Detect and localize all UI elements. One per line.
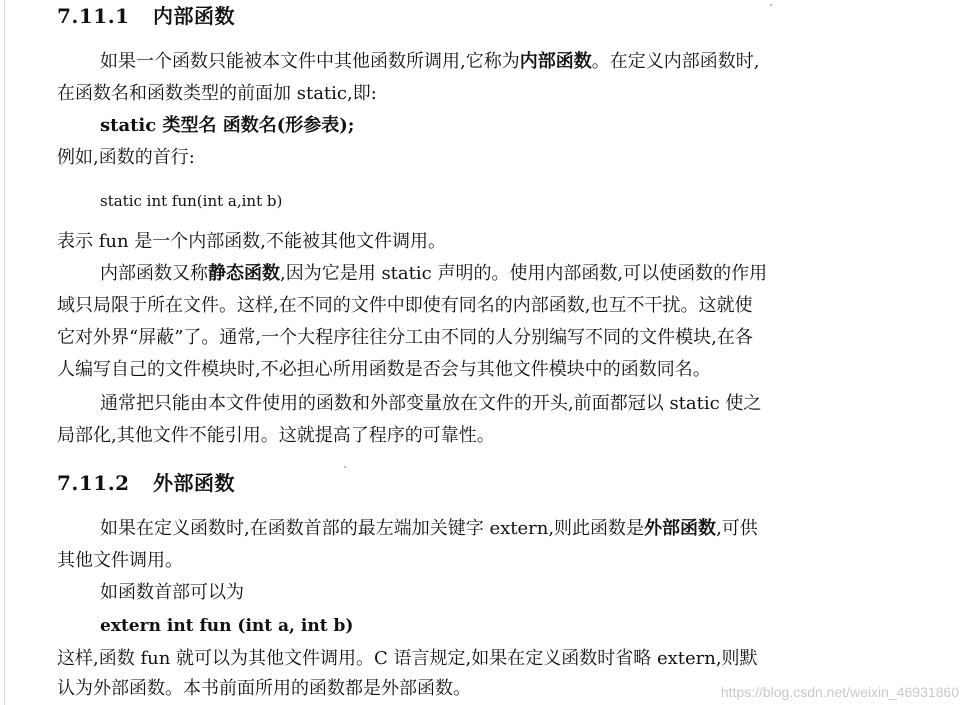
syntax-line: static 类型名 函数名(形参表); <box>100 115 355 136</box>
section-number: 7.11.1 <box>57 4 130 28</box>
paragraph-line: 这样,函数 fun 就可以为其他文件调用。C 语言规定,如果在定义函数时省略 extern,则默 <box>57 648 758 669</box>
paragraph-line: 在函数名和函数类型的前面加 static,即: <box>57 83 377 104</box>
paragraph-line: 它对外界“屏蔽”了。通常,一个大程序往往分工由不同的人分别编写不同的文件模块,在各 <box>57 327 753 348</box>
text-run: 。在定义内部函数时, <box>591 51 760 72</box>
bold-term: 静态函数 <box>208 263 280 284</box>
section-heading-7-11-1 <box>57 4 235 28</box>
text-run: ,因为它是用 static 声明的。使用内部函数,可以使函数的作用 <box>280 263 768 284</box>
bold-term: 外部函数 <box>644 518 717 539</box>
section-title: 外部函数 <box>153 471 235 495</box>
text-run: ,可供 <box>716 518 758 539</box>
paragraph-line: 其他文件调用。 <box>57 550 183 571</box>
text-run: 内部函数又称 <box>100 263 208 284</box>
paragraph-line <box>100 50 759 74</box>
paragraph-line: 例如,函数的首行: <box>57 147 195 168</box>
watermark-url: https://blog.csdn.net/weixin_46931860 <box>720 684 959 700</box>
scan-speck <box>344 466 346 468</box>
paragraph-line: 人编写自己的文件模块时,不必担心所用函数是否会与其他文件模块中的函数同名。 <box>57 359 711 380</box>
section-number: 7.11.2 <box>57 471 130 495</box>
bold-term: 内部函数 <box>519 51 592 72</box>
text-run: 如果一个函数只能被本文件中其他函数所调用,它称为 <box>100 51 520 72</box>
paragraph-line: 认为外部函数。本书前面所用的函数都是外部函数。 <box>57 678 471 699</box>
paragraph-line: 局部化,其他文件不能引用。这就提高了程序的可靠性。 <box>57 425 495 446</box>
paragraph-line: 域只局限于所在文件。这样,在不同的文件中即使有同名的内部函数,也互不干扰。这就使 <box>57 295 753 316</box>
paragraph-line <box>100 517 758 541</box>
paragraph-line: 表示 fun 是一个内部函数,不能被其他文件调用。 <box>57 231 447 252</box>
scan-speck <box>770 4 772 6</box>
code-example: static int fun(int a,int b) <box>100 192 283 210</box>
paragraph-line <box>100 262 767 286</box>
page-edge-rule <box>4 0 5 705</box>
paragraph-line: 如函数首部可以为 <box>100 582 244 603</box>
code-example: extern int fun (int a, int b) <box>100 616 354 636</box>
text-run: 如果在定义函数时,在函数首部的最左端加关键字 extern,则此函数是 <box>100 518 645 539</box>
paragraph-line: 通常把只能由本文件使用的函数和外部变量放在文件的开头,前面都冠以 static 使之 <box>100 393 762 414</box>
section-heading-7-11-2 <box>57 471 235 495</box>
section-title: 内部函数 <box>153 4 235 28</box>
